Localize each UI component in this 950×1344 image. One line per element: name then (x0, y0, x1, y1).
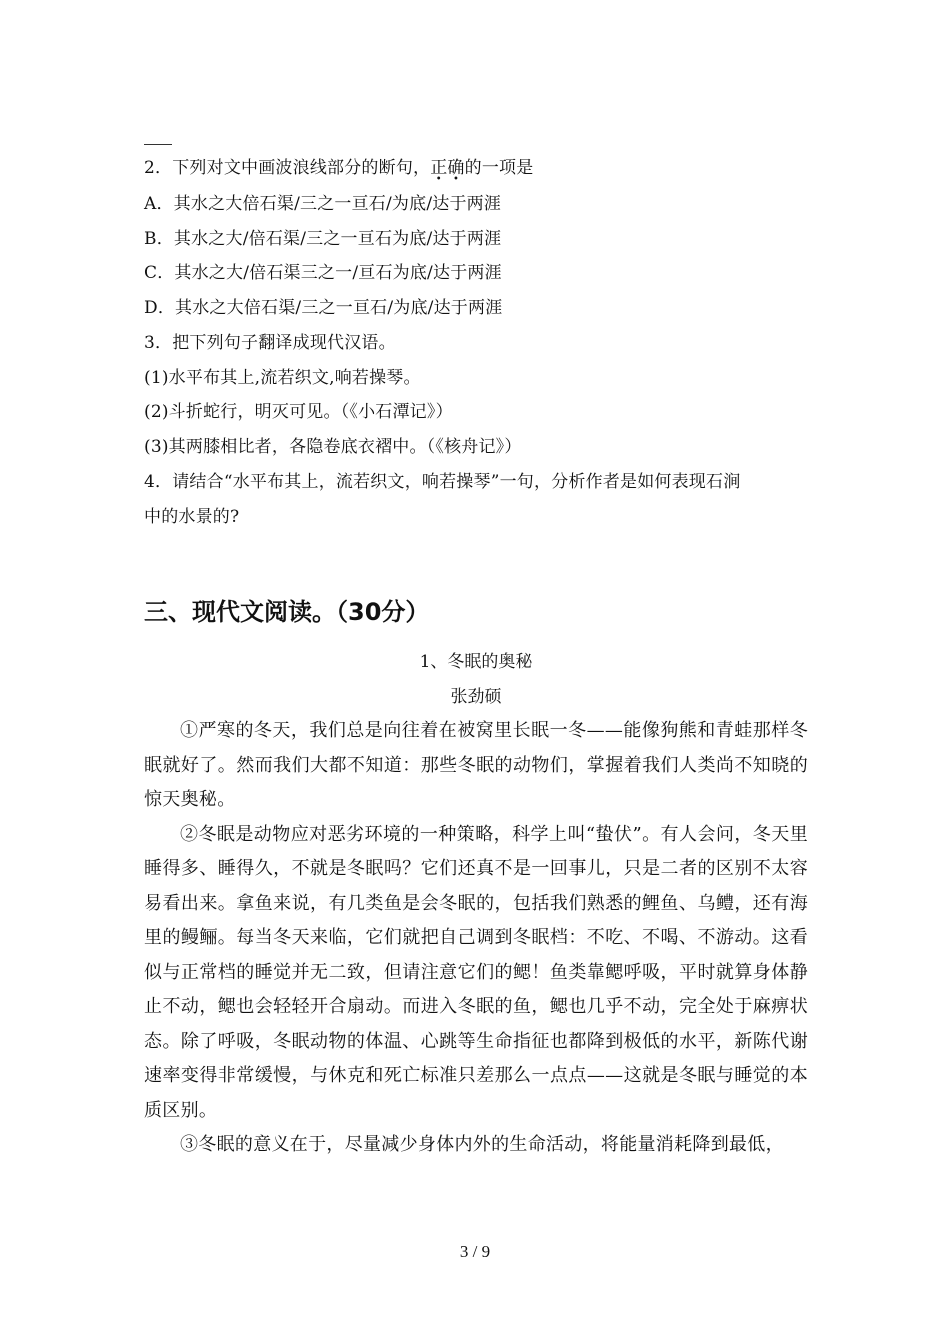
question-2-stem (144, 156, 533, 180)
article-body (144, 714, 808, 1163)
page-number: 3 / 9 (459, 1242, 491, 1261)
q2-option-c: C．其水之大/倍石渠三之一/亘石为底/达于两涯 (144, 263, 502, 283)
q3-item-3: (3)其两膝相比者，各隐卷底衣褶中。（《核舟记》） (144, 437, 522, 457)
q2-option-b: B．其水之大/倍石渠/三之一亘石为底/达于两涯 (144, 229, 502, 249)
paragraph-3: ③冬眠的意义在于，尽量减少身体内外的生命活动，将能量消耗降到最低， (180, 1134, 784, 1155)
paragraph-1: ①严寒的冬天，我们总是向往着在被窝里长眠一冬——能像狗熊和青蛙那样冬眠就好了。然而我们大都不知道：那些冬眠的动物们，掌握着我们人类尚不知晓的惊天奥秘。 (144, 720, 808, 810)
q2-stem-text: 的一项是 (464, 158, 534, 178)
q2-option-a: A．其水之大倍石渠/三之一亘石/为底/达于两涯 (144, 194, 502, 214)
q3-item-1: (1)水平布其上,流若织文,响若操琴。 (144, 368, 421, 388)
section-heading: 三、现代文阅读。（30分） (144, 598, 430, 626)
paragraph-2: ②冬眠是动物应对恶劣环境的一种策略，科学上叫“蛰伏”。有人会问，冬天里睡得多、睡得久，不就是冬眠吗？它们还真不是一回事儿，只是二者的区别不太容易看出来。拿鱼来说，有几类鱼是会冬眠的，包括我们熟悉的鲤鱼、乌鳢，还有海里的鳗鲡。每当冬天来临，它们就把自己调到冬眠档：不吃、不喝、不游动。这看似与正常档的睡觉并无二致，但请注意它们的鳃！鱼类靠鳃呼吸，平时就算身体静止不动，鳃也会轻轻开合扇动。而进入冬眠的鱼，鳃也几乎不动，完全处于麻痹状态。除了呼吸，冬眠动物的体温、心跳等生命指征也都降到极低的水平，新陈代谢速率变得非常缓慢，与休克和死亡标准只差那么一点点——这就是冬眠与睡觉的本质区别。 (144, 823, 808, 1121)
article-author: 张劲硕 (450, 687, 502, 707)
article-title: 1、冬眠的奥秘 (419, 652, 533, 672)
question-3-stem: 3．把下列句子翻译成现代汉语。 (144, 333, 396, 353)
question-4-line-1: 4．请结合“水平布其上，流若织文，响若操琴”一句，分析作者是如何表现石涧 (144, 472, 741, 492)
emphasis-char: 正 (430, 158, 448, 178)
q3-item-2: (2)斗折蛇行，明灭可见。（《小石潭记》） (144, 402, 453, 422)
top-rule (144, 144, 172, 145)
question-4-line-2: 中的水景的? (144, 507, 240, 527)
q2-option-d: D．其水之大倍石渠/三之一亘石/为底/达于两涯 (144, 298, 503, 318)
q2-stem-text: 2．下列对文中画波浪线部分的断句， (144, 158, 431, 178)
emphasis-char: 确 (447, 158, 465, 178)
